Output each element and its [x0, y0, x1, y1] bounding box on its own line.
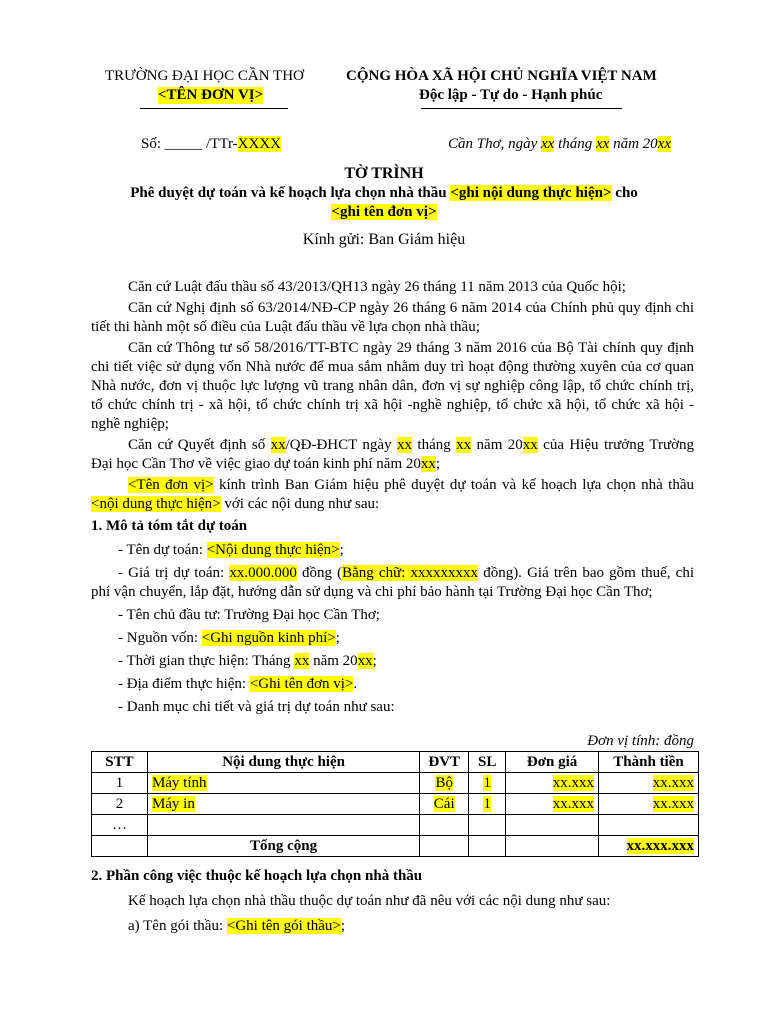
- decision-text: ;: [435, 456, 441, 472]
- cell-empty: [420, 836, 469, 857]
- package-name: [91, 917, 694, 936]
- item-unit-price: xx.xxx: [552, 795, 595, 812]
- package-end: ;: [340, 918, 346, 934]
- cell-unit: [420, 794, 469, 815]
- date-month: xx: [596, 136, 610, 152]
- currency-unit-note: Đơn vị tính: đồng: [587, 733, 694, 749]
- item-unit: Bộ: [435, 774, 453, 791]
- fund-label: - Nguồn vốn:: [118, 630, 202, 646]
- fund-value: <Ghi nguồn kinh phí>: [201, 630, 336, 646]
- cell-stt: 1: [92, 773, 148, 794]
- subject-prefix: Phê duyệt dự toán và kế hoạch lựa chọn nhà thầu: [130, 185, 451, 201]
- subject-mid: cho: [611, 185, 638, 201]
- item-unit: Cái: [433, 795, 455, 812]
- item-amount: xx.xxx: [652, 774, 694, 791]
- estimate-amount: xx.000.000: [229, 565, 297, 581]
- date-place: Cần Thơ, ngày: [448, 136, 542, 152]
- fund-source: [91, 629, 694, 648]
- cell-amount: [599, 794, 699, 815]
- time-label: - Thời gian thực hiện: Tháng: [118, 653, 295, 669]
- submission-text: kính trình Ban Giám hiệu phê duyệt dự toán và kế hoạch lựa chọn nhà thầu: [213, 477, 694, 493]
- place-value: <Ghi tên đơn vị>: [249, 676, 354, 692]
- estimate-value-label: - Giá trị dự toán:: [118, 565, 230, 581]
- cell-stt: …: [92, 815, 148, 836]
- document-title: TỜ TRÌNH: [344, 165, 424, 182]
- cell-unit-price: [506, 773, 599, 794]
- col-header-unit: ĐVT: [420, 752, 469, 773]
- cell-amount: [599, 815, 699, 836]
- cell-content: [147, 815, 419, 836]
- date-year-label: năm 20: [609, 136, 658, 152]
- subject-content: <ghi nội dung thực hiện>: [450, 185, 612, 201]
- subject-unit-line: [0, 204, 768, 221]
- time-end: ;: [372, 653, 377, 669]
- col-header-unit-price: Đơn giá: [506, 752, 599, 773]
- number-code: XXXX: [237, 136, 282, 152]
- decision-text: năm 20: [471, 437, 523, 453]
- section-1-heading: 1. Mô tả tóm tắt dự toán: [91, 518, 248, 534]
- decision-year: xx: [522, 437, 538, 453]
- item-qty: 1: [483, 774, 491, 791]
- cell-content: [147, 773, 419, 794]
- decision-text: tháng: [412, 437, 457, 453]
- basis-circular: Căn cứ Thông tư số 58/2016/TT-BTC ngày 29 tháng 3 năm 2016 của Bộ Tài chính quy định chi tiết việc sử dụng vốn Nhà nước để mua sắm nhằm duy trì hoạt động thường xuyên của cơ quan Nhà nước, đơn vị thuộc lực lượng vũ trang nhân dân, đơn vị sự nghiệp công lập, tổ chức chính trị, tổ chức chính trị - xã hội, tổ chức chính trị xã hội -nghề nghiệp, tổ chức xã hội, tổ chức xã hội - nghề nghiệp;: [91, 340, 694, 432]
- decision-month: xx: [456, 437, 472, 453]
- national-motto: Độc lập - Tự do - Hạnh phúc: [419, 87, 603, 103]
- submission-text: với các nội dung như sau:: [220, 496, 380, 512]
- fund-end: ;: [335, 630, 340, 646]
- cell-unit: [420, 773, 469, 794]
- cell-qty: [469, 773, 506, 794]
- section-2-intro: Kế hoạch lựa chọn nhà thầu thuộc dự toán như đã nêu với các nội dung như sau:: [128, 893, 611, 909]
- col-header-stt: STT: [92, 752, 148, 773]
- basis-decree: Căn cứ Nghị định số 63/2014/NĐ-CP ngày 26 tháng 6 năm 2014 của Chính phủ quy định chi tiết thi hành một số điều của Luật đấu thầu về lựa chọn nhà thầu;: [91, 300, 694, 335]
- cell-empty: [92, 836, 148, 857]
- table-row: [92, 794, 699, 815]
- basis-law: Căn cứ Luật đấu thầu số 43/2013/QH13 ngày 26 tháng 11 năm 2013 của Quốc hội;: [128, 279, 626, 295]
- estimate-name-end: ;: [339, 542, 344, 558]
- investor: - Tên chủ đầu tư: Trường Đại học Cần Thơ;: [118, 607, 380, 623]
- implementation-place: [91, 675, 694, 694]
- submission-content: <nội dung thực hiện>: [91, 496, 221, 512]
- col-header-amount: Thành tiền: [599, 752, 699, 773]
- col-header-qty: SL: [469, 752, 506, 773]
- time-mid: năm 20: [309, 653, 358, 669]
- section-1: [91, 517, 694, 721]
- estimate-name: [91, 541, 694, 560]
- cell-empty: [469, 836, 506, 857]
- place-date: [448, 136, 671, 153]
- cell-qty: [469, 815, 506, 836]
- legal-bases: [91, 278, 694, 516]
- document-subject: [0, 185, 768, 202]
- item-amount: xx.xxx: [652, 795, 694, 812]
- table-header-row: [92, 752, 699, 773]
- table-row: [92, 815, 699, 836]
- section-2: [91, 867, 694, 938]
- cell-unit-price: [506, 815, 599, 836]
- item-name: Máy in: [151, 795, 195, 812]
- item-qty: 1: [483, 795, 491, 812]
- number-prefix: Số: _____ /TTr-: [141, 136, 238, 152]
- cell-qty: [469, 794, 506, 815]
- table-total-row: [92, 836, 699, 857]
- total-value-cell: [599, 836, 699, 857]
- cell-unit-price: [506, 794, 599, 815]
- item-name: Máy tính: [151, 774, 207, 791]
- unit-name: <TÊN ĐƠN VỊ>: [158, 87, 264, 103]
- basis-decision: [91, 436, 694, 474]
- place-end: .: [353, 676, 358, 692]
- budget-year: xx: [420, 456, 436, 472]
- table-row: [92, 773, 699, 794]
- place-label: - Địa điểm thực hiện:: [118, 676, 250, 692]
- decision-text: Căn cứ Quyết định số: [128, 437, 271, 453]
- cell-content: [147, 794, 419, 815]
- cell-empty: [506, 836, 599, 857]
- date-day: xx: [541, 136, 555, 152]
- cell-amount: [599, 773, 699, 794]
- total-label: Tổng cộng: [147, 836, 419, 857]
- republic-title: CỘNG HÒA XÃ HỘI CHỦ NGHĨA VIỆT NAM: [346, 68, 657, 84]
- cell-stt: 2: [92, 794, 148, 815]
- estimate-amount-words: Bằng chữ: xxxxxxxxx: [342, 565, 479, 581]
- submission-paragraph: [91, 476, 694, 514]
- unit-underline: [140, 108, 288, 109]
- decision-number: xx: [270, 437, 286, 453]
- university-name: TRƯỜNG ĐẠI HỌC CẦN THƠ: [105, 68, 304, 84]
- package-value: <Ghi tên gói thầu>: [226, 918, 341, 934]
- estimate-name-label: - Tên dự toán:: [118, 542, 207, 558]
- estimate-value-mid: đồng (: [296, 565, 343, 581]
- estimate-name-value: <Nội dung thực hiện>: [206, 542, 340, 558]
- decision-day: xx: [397, 437, 412, 453]
- section-2-heading: 2. Phần công việc thuộc kế hoạch lựa chọn nhà thầu: [91, 868, 423, 884]
- detail-list-label: - Danh mục chi tiết và giá trị dự toán như sau:: [118, 699, 395, 715]
- decision-text: của Hiệu trưởng Trường Đại học Cần Thơ về việc giao dự toán kinh phí năm 20: [91, 437, 695, 472]
- recipient: Kính gửi: Ban Giám hiệu: [302, 231, 466, 248]
- subject-unit: <ghi tên đơn vị>: [331, 204, 437, 220]
- package-label: a) Tên gói thầu:: [128, 918, 227, 934]
- item-unit-price: xx.xxx: [552, 774, 595, 791]
- estimate-value: [91, 564, 694, 602]
- time-month: xx: [294, 653, 310, 669]
- implementation-time: [91, 652, 694, 671]
- date-month-label: tháng: [554, 136, 597, 152]
- cell-unit: [420, 815, 469, 836]
- date-year: xx: [657, 136, 672, 152]
- total-value: xx.xxx.xxx: [626, 837, 694, 854]
- submitting-unit: <Tên đơn vị>: [128, 477, 214, 493]
- cost-table: [91, 751, 699, 857]
- motto-underline: [421, 108, 622, 109]
- col-header-content: Nội dung thực hiện: [147, 752, 419, 773]
- time-year: xx: [357, 653, 373, 669]
- document-number: [141, 136, 281, 153]
- decision-text: /QĐ-ĐHCT ngày: [285, 437, 397, 453]
- estimate-value-rest: đồng). Giá trên bao gồm thuế, chi phí vận chuyển, lắp đặt, hướng dẫn sử dụng và chi phí bảo hành tại Trường Đại học Cần Thơ;: [91, 565, 695, 600]
